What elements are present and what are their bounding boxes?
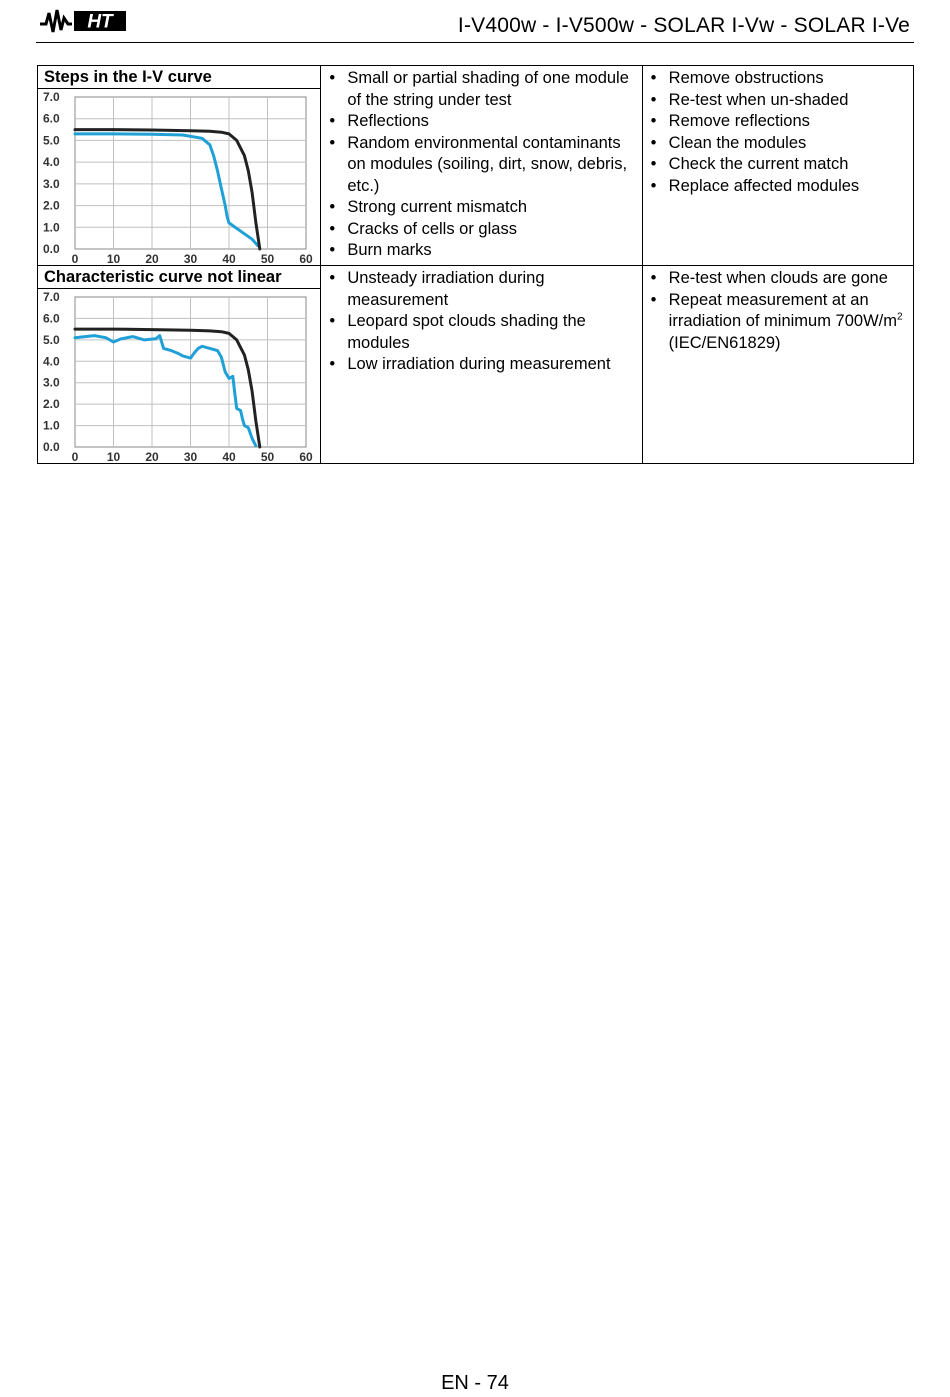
x-tick-label: 10 (106, 450, 121, 463)
cause-item: • Random environmental contaminants on modules (soiling, dirt, snow, debris, etc.) (329, 133, 635, 198)
causes-list (321, 66, 641, 262)
page-number: EN - 74 (441, 1372, 509, 1394)
cause-item: • Small or partial shading of one module of the string under test (329, 68, 635, 111)
solution-item: • Re-test when clouds are gone (651, 268, 907, 290)
y-tick-label: 6.0 (43, 311, 60, 326)
x-tick-label: 50 (260, 450, 275, 463)
cause-item: • Burn marks (329, 240, 635, 262)
x-tick-label: 0 (71, 450, 79, 463)
solutions-cell (642, 66, 913, 266)
y-tick-label: 1.0 (43, 418, 60, 433)
solution-item: • Remove obstructions (651, 68, 907, 90)
y-tick-label: 4.0 (43, 354, 60, 369)
table-row (38, 66, 914, 266)
y-tick-label: 3.0 (43, 375, 60, 390)
case-cell (38, 266, 321, 464)
y-tick-label: 6.0 (43, 111, 60, 126)
solution-item: • Clean the modules (651, 133, 907, 155)
y-tick-label: 7.0 (43, 90, 60, 104)
y-tick-label: 0.0 (43, 440, 60, 454)
causes-cell (321, 266, 642, 464)
y-tick-label: 2.0 (43, 397, 60, 412)
causes-cell (321, 66, 642, 266)
y-tick-label: 0.0 (43, 242, 60, 256)
solution-item: • Check the current match (651, 154, 907, 176)
iv-curve-chart-steps (38, 89, 321, 265)
iv-curve-chart-not-linear (38, 289, 321, 463)
x-tick-label: 40 (222, 450, 236, 463)
superscript: 2 (897, 311, 903, 323)
y-tick-label: 2.0 (43, 198, 60, 213)
x-tick-label: 30 (183, 252, 198, 265)
x-tick-label: 40 (222, 252, 236, 265)
x-tick-label: 20 (145, 252, 159, 265)
case-title: Steps in the I-V curve (38, 66, 320, 89)
case-cell (38, 66, 321, 266)
x-tick-label: 20 (145, 450, 159, 463)
x-tick-label: 0 (71, 252, 79, 265)
y-tick-label: 3.0 (43, 176, 60, 191)
ht-logo (38, 4, 130, 36)
solution-text: Repeat measurement at an irradiation of minimum 700W/m (668, 290, 897, 330)
troubleshooting-table (37, 65, 914, 464)
cause-item: • Leopard spot clouds shading the modules (329, 311, 635, 354)
solutions-list (643, 266, 913, 354)
x-tick-label: 10 (106, 252, 121, 265)
header-rule (36, 42, 914, 43)
y-tick-label: 5.0 (43, 332, 60, 347)
solution-item: • Replace affected modules (651, 176, 907, 198)
x-tick-label: 60 (299, 252, 313, 265)
logo-text: HT (87, 11, 113, 33)
y-tick-label: 5.0 (43, 133, 60, 148)
x-tick-label: 50 (260, 252, 275, 265)
causes-list (321, 266, 641, 376)
y-tick-label: 1.0 (43, 220, 60, 235)
cause-item: • Reflections (329, 111, 635, 133)
solution-standard: (IEC/EN61829) (668, 333, 781, 352)
table-row (38, 266, 914, 464)
document-title: I-V400w - I-V500w - SOLAR I-Vw - SOLAR I-Ve (457, 14, 910, 37)
cause-item: • Unsteady irradiation during measurement (329, 268, 635, 311)
cause-item: • Low irradiation during measurement (329, 354, 635, 376)
case-title: Characteristic curve not linear (38, 266, 320, 289)
y-tick-label: 4.0 (43, 155, 60, 170)
solutions-list (643, 66, 913, 197)
solutions-cell (642, 266, 913, 464)
x-tick-label: 30 (183, 450, 198, 463)
cause-item: • Strong current mismatch (329, 197, 635, 219)
solution-item (651, 290, 907, 355)
x-tick-label: 60 (299, 450, 313, 463)
cause-item: • Cracks of cells or glass (329, 219, 635, 241)
y-tick-label: 7.0 (43, 290, 60, 304)
solution-item: • Remove reflections (651, 111, 907, 133)
solution-item: • Re-test when un-shaded (651, 90, 907, 112)
